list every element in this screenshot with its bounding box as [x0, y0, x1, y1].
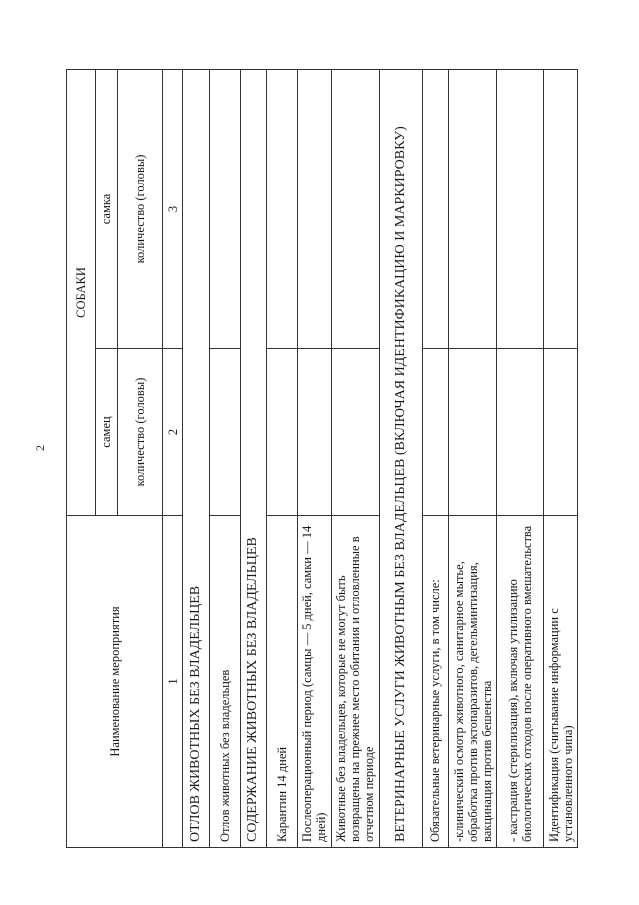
row-female-value — [497, 69, 544, 348]
section-row-vet-services: ВЕТЕРИНАРНЫЕ УСЛУГИ ЖИВОТНЫМ БЕЗ ВЛАДЕЛЬЦЕВ (ВКЛЮЧАЯ ИДЕНТИФИКАЦИЮ И МАРКИРОВКУ) — [379, 69, 422, 847]
rotated-table-container — [66, 70, 578, 848]
header-female: самка — [95, 69, 117, 348]
section-row-keeping: СОДЕРЖАНИЕ ЖИВОТНЫХ БЕЗ ВЛАДЕЛЬЦЕВ — [240, 69, 267, 847]
row-female-value — [331, 69, 379, 348]
row-male-value — [210, 349, 241, 516]
row-label: Животные без владельцев, которые не могут быть возвращены на прежнее место обитания и отловленные в отчетном периоде — [331, 516, 379, 848]
row-male-value — [497, 349, 544, 516]
row-label: -клинический осмотр животного, санитарное мытье, обработка против эктопаразитов, дегельминтизация, вакцинация против бешенства — [449, 516, 497, 848]
row-male-value — [544, 349, 578, 516]
section-row-capture: ОТЛОВ ЖИВОТНЫХ БЕЗ ВЛАДЕЛЬЦЕВ — [183, 69, 210, 847]
row-female-value — [267, 69, 298, 348]
row-male-value — [267, 349, 298, 516]
row-female-value — [210, 69, 241, 348]
row-male-value — [331, 349, 379, 516]
header-activity-name: Наименование мероприятия — [67, 516, 163, 848]
row-label: Карантин 14 дней — [267, 516, 298, 848]
row-female-value — [544, 69, 578, 348]
row-female-value — [449, 69, 497, 348]
row-label: Отлов животных без владельцев — [210, 516, 241, 848]
header-male-quantity: количество (головы) — [118, 349, 163, 516]
row-label: Идентификация (считывание информации с установленного чипа) — [544, 516, 578, 848]
row-male-value — [449, 349, 497, 516]
row-male-value — [422, 349, 449, 516]
row-label: - кастрация (стерилизация), включая утилизацию биологических отходов после оперативного вмешательства — [497, 516, 544, 848]
activities-table — [66, 69, 578, 848]
row-label: Послеоперационный период (самцы — 5 дней, самки — 14 дней) — [297, 516, 331, 848]
row-male-value — [297, 349, 331, 516]
row-female-value — [297, 69, 331, 348]
column-number-3: 3 — [163, 69, 183, 348]
header-dogs-group: СОБАКИ — [67, 69, 96, 515]
column-number-1: 1 — [163, 516, 183, 848]
row-label: Обязательные ветеринарные услуги, в том числе: — [422, 516, 449, 848]
header-male: самец — [95, 349, 117, 516]
page-number: 2 — [33, 445, 47, 451]
header-female-quantity: количество (головы) — [118, 69, 163, 348]
column-number-2: 2 — [163, 349, 183, 516]
row-female-value — [422, 69, 449, 348]
